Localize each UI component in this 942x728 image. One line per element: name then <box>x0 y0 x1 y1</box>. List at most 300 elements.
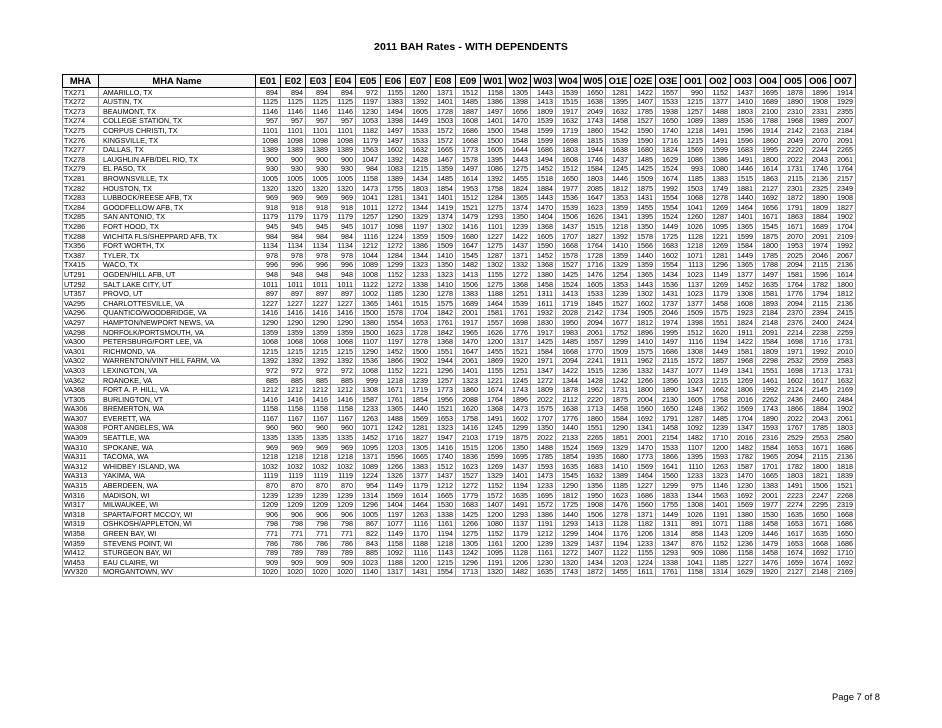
rate-cell: 930 <box>281 164 306 174</box>
rate-cell: 1227 <box>631 481 656 491</box>
rate-cell: 909 <box>256 558 281 568</box>
rate-cell: 1158 <box>356 174 381 184</box>
rate-cell: 1725 <box>656 231 681 241</box>
rate-cell: 1671 <box>381 385 406 395</box>
rate-cell: 1218 <box>281 452 306 462</box>
rate-cell: 1179 <box>406 481 431 491</box>
rate-cell: 1572 <box>681 356 706 366</box>
rate-cell: 1350 <box>531 423 556 433</box>
mha-code-cell: UT292 <box>63 279 99 289</box>
rate-cell: 1227 <box>731 558 756 568</box>
rate-cell: 771 <box>306 529 331 539</box>
mha-name-cell: GREEN BAY, WI <box>99 529 256 539</box>
rate-cell: 957 <box>306 116 331 126</box>
rate-cell: 1275 <box>481 241 506 251</box>
rate-cell: 1704 <box>731 414 756 424</box>
rate-cell: 1218 <box>681 241 706 251</box>
rate-cell: 1560 <box>631 404 656 414</box>
rate-cell: 1785 <box>806 423 831 433</box>
rate-cell: 1146 <box>281 107 306 117</box>
rate-cell: 2274 <box>781 500 806 510</box>
rate-cell: 1383 <box>456 289 481 299</box>
rate-cell: 1281 <box>706 251 731 261</box>
mha-code-cell: TX272 <box>63 97 99 107</box>
table-row <box>63 519 856 529</box>
rate-cell: 1719 <box>556 299 581 309</box>
rate-cell: 2259 <box>831 327 856 337</box>
rate-cell: 1821 <box>806 471 831 481</box>
rate-cell: 1476 <box>581 270 606 280</box>
rate-cell: 2220 <box>781 145 806 155</box>
rate-cell: 1311 <box>656 519 681 529</box>
rate-cell: 1251 <box>506 289 531 299</box>
rate-cell: 1620 <box>456 404 481 414</box>
rate-cell: 2133 <box>556 433 581 443</box>
rate-cell: 1533 <box>581 289 606 299</box>
rate-cell: 1200 <box>506 538 531 548</box>
rate-cell: 1983 <box>556 327 581 337</box>
table-row <box>63 433 856 443</box>
rate-cell: 1227 <box>281 299 306 309</box>
rate-cell: 1668 <box>556 347 581 357</box>
rate-cell: 1455 <box>631 203 656 213</box>
rate-cell: 2022 <box>531 433 556 443</box>
rate-cell: 1500 <box>481 126 506 136</box>
rate-cell: 1290 <box>381 212 406 222</box>
rate-cell: 1200 <box>481 337 506 347</box>
rate-cell: 1785 <box>756 251 781 261</box>
rate-cell: 1695 <box>506 452 531 462</box>
rate-cell: 2265 <box>831 145 856 155</box>
rate-cell: 1245 <box>506 375 531 385</box>
rate-cell: 1404 <box>381 500 406 510</box>
rate-cell: 885 <box>356 548 381 558</box>
rate-cell: 1656 <box>506 107 531 117</box>
rate-cell: 1746 <box>806 164 831 174</box>
rate-cell: 1362 <box>706 404 731 414</box>
rate-cell: 1233 <box>531 481 556 491</box>
rate-cell: 948 <box>306 270 331 280</box>
column-header: W01 <box>481 75 506 88</box>
mha-code-cell: VA296 <box>63 308 99 318</box>
rate-cell: 1404 <box>531 212 556 222</box>
rate-cell: 1728 <box>581 251 606 261</box>
rate-cell: 1656 <box>756 203 781 213</box>
rate-cell: 1146 <box>331 107 356 117</box>
rate-cell: 1860 <box>756 135 781 145</box>
rate-cell: 1179 <box>506 529 531 539</box>
rate-cell: 960 <box>306 423 331 433</box>
rate-cell: 1440 <box>556 423 581 433</box>
rate-cell: 1572 <box>431 135 456 145</box>
rate-cell: 1554 <box>656 193 681 203</box>
rate-cell: 1863 <box>781 212 806 222</box>
rate-cell: 1107 <box>356 337 381 347</box>
rate-cell: 1824 <box>506 183 531 193</box>
rate-cell: 1503 <box>681 183 706 193</box>
rate-cell: 1179 <box>281 212 306 222</box>
rate-cell: 1116 <box>681 337 706 347</box>
rate-cell: 1698 <box>781 366 806 376</box>
rate-cell: 1437 <box>431 471 456 481</box>
rate-cell: 789 <box>256 548 281 558</box>
rate-cell: 2001 <box>756 490 781 500</box>
rate-cell: 1596 <box>731 135 756 145</box>
rate-cell: 1080 <box>706 164 731 174</box>
rate-cell: 1731 <box>606 385 631 395</box>
mha-name-cell: WACO, TX <box>99 260 256 270</box>
rate-cell: 1782 <box>806 279 831 289</box>
rate-cell: 1068 <box>356 366 381 376</box>
rate-cell: 2061 <box>831 155 856 165</box>
rate-cell: 1320 <box>331 183 356 193</box>
table-row <box>63 471 856 481</box>
rate-cell: 798 <box>331 519 356 529</box>
rate-cell: 1413 <box>581 519 606 529</box>
rate-cell: 2094 <box>781 299 806 309</box>
rate-cell: 1539 <box>556 203 581 213</box>
mha-name-cell: OSHKOSH/APPLETON, WI <box>99 519 256 529</box>
rate-cell: 969 <box>256 193 281 203</box>
rate-cell: 1440 <box>731 193 756 203</box>
rate-cell: 1710 <box>831 548 856 558</box>
rate-cell: 1491 <box>706 126 731 136</box>
rate-cell: 1683 <box>456 500 481 510</box>
rate-cell: 1929 <box>831 97 856 107</box>
rate-cell: 1218 <box>256 452 281 462</box>
rate-cell: 1740 <box>656 126 681 136</box>
rate-cell: 1125 <box>256 97 281 107</box>
mha-name-cell: SPARTA/FORT MCCOY, WI <box>99 510 256 520</box>
rate-cell: 1218 <box>681 126 706 136</box>
mha-code-cell: VA302 <box>63 356 99 366</box>
rate-cell: 1239 <box>281 490 306 500</box>
rate-cell: 1407 <box>581 548 606 558</box>
rate-cell: 1185 <box>606 481 631 491</box>
mha-code-cell: WA311 <box>63 452 99 462</box>
rate-cell: 1674 <box>656 174 681 184</box>
rate-cell: 1800 <box>631 385 656 395</box>
rate-cell: 1596 <box>731 126 756 136</box>
rate-cell: 1422 <box>731 337 756 347</box>
rate-cell: 900 <box>281 155 306 165</box>
rate-cell: 1236 <box>606 366 631 376</box>
rate-cell: 1266 <box>381 462 406 472</box>
rate-cell: 1167 <box>331 414 356 424</box>
rate-cell: 1128 <box>506 548 531 558</box>
rate-cell: 876 <box>681 538 706 548</box>
rate-cell: 1461 <box>381 299 406 309</box>
rate-cell: 1827 <box>831 203 856 213</box>
rate-cell: 1506 <box>806 481 831 491</box>
rate-cell: 1653 <box>431 414 456 424</box>
rate-cell: 1323 <box>456 375 481 385</box>
rate-cell: 1350 <box>506 442 531 452</box>
rate-cell: 1368 <box>506 279 531 289</box>
rate-cell: 1887 <box>456 107 481 117</box>
rate-cell: 2022 <box>781 155 806 165</box>
rate-cell: 1257 <box>356 212 381 222</box>
rate-cell: 1374 <box>506 203 531 213</box>
rate-cell: 2004 <box>631 395 656 405</box>
rate-cell: 1605 <box>481 145 506 155</box>
rate-cell: 1425 <box>631 164 656 174</box>
rate-cell: 1161 <box>431 519 456 529</box>
rate-cell: 897 <box>306 289 331 299</box>
rate-cell: 1155 <box>631 548 656 558</box>
rate-cell: 945 <box>331 222 356 232</box>
rate-cell: 2145 <box>806 385 831 395</box>
column-header: O04 <box>756 75 781 88</box>
rate-cell: 969 <box>281 193 306 203</box>
rate-cell: 1023 <box>681 270 706 280</box>
table-row <box>63 251 856 261</box>
rate-cell: 1257 <box>681 107 706 117</box>
rate-cell: 1359 <box>431 164 456 174</box>
rate-cell: 1473 <box>531 471 556 481</box>
rate-cell: 1500 <box>406 347 431 357</box>
column-header: MHA <box>63 75 99 88</box>
rate-cell: 1185 <box>681 174 706 184</box>
rate-cell: 1299 <box>506 423 531 433</box>
rate-cell: 1497 <box>756 270 781 280</box>
rate-cell: 1347 <box>731 423 756 433</box>
rate-cell: 1815 <box>581 135 606 145</box>
rate-cell: 1365 <box>731 260 756 270</box>
rate-cell: 1239 <box>506 222 531 232</box>
rate-cell: 1584 <box>756 337 781 347</box>
rate-cell: 885 <box>256 375 281 385</box>
rate-cell: 1272 <box>506 270 531 280</box>
rate-cell: 1005 <box>256 174 281 184</box>
rate-cell: 1239 <box>256 490 281 500</box>
rate-cell: 900 <box>256 155 281 165</box>
rate-cell: 1437 <box>506 241 531 251</box>
rate-cell: 948 <box>331 270 356 280</box>
rate-cell: 1791 <box>781 203 806 213</box>
rate-cell: 1632 <box>556 116 581 126</box>
rate-cell: 1593 <box>706 452 731 462</box>
rate-cell: 975 <box>681 481 706 491</box>
rate-cell: 1365 <box>506 193 531 203</box>
rate-cell: 1491 <box>781 481 806 491</box>
rate-cell: 1437 <box>506 462 531 472</box>
rate-cell: 1803 <box>781 471 806 481</box>
rate-cell: 1440 <box>556 510 581 520</box>
rate-cell: 1149 <box>706 366 731 376</box>
rate-cell: 1224 <box>381 231 406 241</box>
rate-cell: 1824 <box>656 145 681 155</box>
rate-cell: 1044 <box>356 251 381 261</box>
mha-code-cell: WV320 <box>63 567 99 577</box>
rate-cell: 1224 <box>631 558 656 568</box>
rate-cell: 1158 <box>381 538 406 548</box>
rate-cell: 1290 <box>256 318 281 328</box>
rate-cell: 1197 <box>381 510 406 520</box>
rate-cell: 1287 <box>681 414 706 424</box>
rate-cell: 1902 <box>831 212 856 222</box>
mha-code-cell: VA295 <box>63 299 99 309</box>
rate-cell: 786 <box>281 538 306 548</box>
rate-cell: 1392 <box>281 356 306 366</box>
mha-code-cell: TX285 <box>63 212 99 222</box>
rate-cell: 1005 <box>306 174 331 184</box>
rate-cell: 1296 <box>356 500 381 510</box>
table-row <box>63 500 856 510</box>
rate-cell: 1878 <box>781 88 806 98</box>
rate-cell: 1776 <box>506 327 531 337</box>
rate-cell: 1503 <box>431 116 456 126</box>
rate-cell: 1410 <box>606 241 631 251</box>
rate-cell: 1512 <box>556 164 581 174</box>
rate-cell: 2319 <box>831 500 856 510</box>
rate-cell: 1866 <box>781 404 806 414</box>
table-row <box>63 164 856 174</box>
rate-cell: 1524 <box>556 442 581 452</box>
rate-cell: 1209 <box>281 500 306 510</box>
rate-cell: 1185 <box>381 289 406 299</box>
rate-cell: 1269 <box>706 279 731 289</box>
rate-cell: 1194 <box>431 529 456 539</box>
rate-cell: 1266 <box>456 519 481 529</box>
rate-cell: 1206 <box>506 558 531 568</box>
rate-cell: 1272 <box>381 279 406 289</box>
rate-cell: 1242 <box>456 548 481 558</box>
mha-name-cell: AUSTIN, TX <box>99 97 256 107</box>
rate-cell: 1485 <box>431 174 456 184</box>
rate-cell: 2295 <box>806 500 831 510</box>
rate-cell: 1320 <box>556 558 581 568</box>
mha-code-cell: TX282 <box>63 183 99 193</box>
rate-cell: 1557 <box>581 337 606 347</box>
rate-cell: 2016 <box>731 395 756 405</box>
rate-cell: 1569 <box>581 442 606 452</box>
rate-cell: 1758 <box>456 414 481 424</box>
rate-cell: 1407 <box>481 500 506 510</box>
rate-cell: 789 <box>281 548 306 558</box>
rate-cell: 918 <box>281 203 306 213</box>
rate-cell: 1083 <box>381 164 406 174</box>
mha-code-cell: WI317 <box>63 500 99 510</box>
rate-cell: 909 <box>306 558 331 568</box>
mha-code-cell: TX356 <box>63 241 99 251</box>
rate-cell: 1227 <box>256 299 281 309</box>
rate-cell: 1068 <box>256 337 281 347</box>
rate-cell: 2142 <box>781 126 806 136</box>
rate-cell: 1233 <box>681 471 706 481</box>
rate-cell: 1956 <box>431 395 456 405</box>
rate-cell: 1233 <box>631 538 656 548</box>
mha-name-cell: MADISON, WI <box>99 490 256 500</box>
rate-cell: 909 <box>681 548 706 558</box>
rate-cell: 1005 <box>281 174 306 184</box>
rate-cell: 1272 <box>381 241 406 251</box>
rate-cell: 2157 <box>831 174 856 184</box>
rate-cell: 1893 <box>756 299 781 309</box>
rate-cell: 1005 <box>331 174 356 184</box>
rate-cell: 2094 <box>581 318 606 328</box>
rate-cell: 1761 <box>431 318 456 328</box>
rate-cell: 1443 <box>531 88 556 98</box>
rate-cell: 1995 <box>756 145 781 155</box>
rate-cell: 1614 <box>756 164 781 174</box>
rate-cell: 1638 <box>581 97 606 107</box>
rate-cell: 1206 <box>481 442 506 452</box>
rate-cell: 1758 <box>481 183 506 193</box>
rate-cell: 1785 <box>531 452 556 462</box>
rate-cell: 1032 <box>256 462 281 472</box>
mha-code-cell: WA308 <box>63 423 99 433</box>
rate-cell: 1506 <box>556 212 581 222</box>
rate-cell: 1509 <box>681 308 706 318</box>
rate-cell: 1137 <box>506 519 531 529</box>
rate-cell: 2136 <box>831 299 856 309</box>
rate-cell: 900 <box>331 155 356 165</box>
rate-cell: 1290 <box>356 347 381 357</box>
rate-cell: 1704 <box>831 222 856 232</box>
rate-cell: 1584 <box>581 164 606 174</box>
rate-cell: 1365 <box>356 299 381 309</box>
rate-cell: 1032 <box>281 462 306 472</box>
mha-name-cell: PETERSBURG/FORT LEE, VA <box>99 337 256 347</box>
table-row <box>63 558 856 568</box>
table-row <box>63 88 856 98</box>
rate-cell: 978 <box>281 251 306 261</box>
rate-cell: 918 <box>306 203 331 213</box>
rate-cell: 1725 <box>556 500 581 510</box>
rate-cell: 1008 <box>356 270 381 280</box>
rate-cell: 1635 <box>556 462 581 472</box>
rate-cell: 1533 <box>406 135 431 145</box>
mha-name-cell: EL PASO, TX <box>99 164 256 174</box>
rate-cell: 798 <box>281 519 306 529</box>
rate-cell: 1692 <box>831 558 856 568</box>
rate-cell: 1737 <box>656 299 681 309</box>
rate-cell: 945 <box>306 222 331 232</box>
rate-cell: 984 <box>281 231 306 241</box>
rate-cell: 1203 <box>381 442 406 452</box>
rate-cell: 1914 <box>831 88 856 98</box>
rate-cell: 1227 <box>331 299 356 309</box>
rate-cell: 1692 <box>756 193 781 203</box>
rate-cell: 1683 <box>581 462 606 472</box>
rate-cell: 1869 <box>481 356 506 366</box>
rate-cell: 1731 <box>831 337 856 347</box>
rate-cell: 1488 <box>381 414 406 424</box>
rate-cell: 1287 <box>706 212 731 222</box>
rate-cell: 2088 <box>456 395 481 405</box>
rate-cell: 1359 <box>606 203 631 213</box>
rate-cell: 1770 <box>581 347 606 357</box>
rate-cell: 1449 <box>731 251 756 261</box>
rate-cell: 1170 <box>406 529 431 539</box>
mha-code-cell: VA297 <box>63 318 99 328</box>
rate-cell: 1764 <box>781 279 806 289</box>
rate-cell: 2316 <box>756 433 781 443</box>
mha-code-cell: WI412 <box>63 548 99 558</box>
rate-cell: 1212 <box>306 385 331 395</box>
rate-cell: 2043 <box>806 155 831 165</box>
rate-cell: 1854 <box>556 452 581 462</box>
rate-cell: 1302 <box>431 222 456 232</box>
rate-cell: 789 <box>306 548 331 558</box>
rate-cell: 1269 <box>481 462 506 472</box>
rate-cell: 930 <box>306 164 331 174</box>
rate-cell: 2007 <box>831 116 856 126</box>
rate-cell: 1209 <box>306 500 331 510</box>
mha-name-cell: MORGANTOWN, WV <box>99 567 256 577</box>
rate-cell: 972 <box>256 366 281 376</box>
